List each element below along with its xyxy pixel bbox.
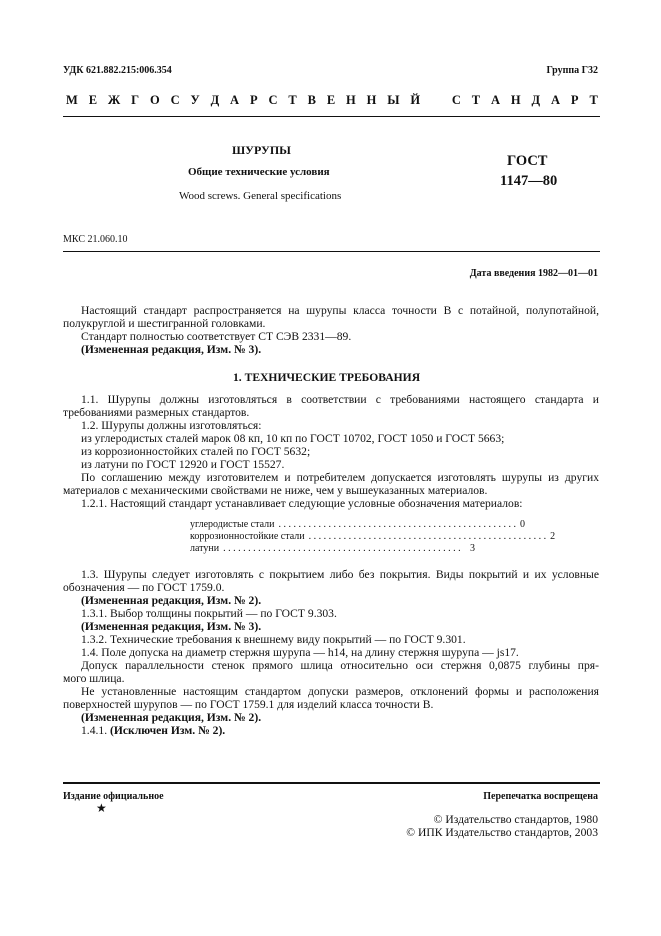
amendment-note: (Исключен Изм. № 2). bbox=[110, 724, 226, 737]
text-line: 1.3.2. Технические требования к внешнему виду покрытий — по ГОСТ 9.301. bbox=[81, 633, 466, 646]
banner-letter: Д bbox=[531, 93, 541, 107]
udc-code: УДК 621.882.215:006.354 bbox=[63, 65, 172, 76]
banner-letter: О bbox=[149, 93, 160, 107]
material-row bbox=[190, 519, 525, 530]
interstate-standard-banner bbox=[66, 93, 598, 108]
material-code: 0 bbox=[519, 519, 525, 530]
amendment-note: (Измененная редакция, Изм. № 2). bbox=[81, 594, 262, 607]
amendment-note: (Измененная редакция, Изм. № 3). bbox=[81, 620, 262, 633]
intro-line: Настоящий стандарт распространяется на шурупы класса точности В с потайной, полупотайной, bbox=[81, 304, 599, 317]
mks-code: МКС 21.060.10 bbox=[63, 234, 128, 245]
banner-letter: М bbox=[66, 93, 78, 107]
material-code: 2 bbox=[550, 531, 556, 542]
banner-letter: Ы bbox=[387, 93, 400, 107]
text-line: Не установленные настоящим стандартом допуски размеров, отклонений формы и расположения bbox=[81, 685, 599, 698]
banner-letter: Е bbox=[326, 93, 336, 107]
material-name: углеродистые стали bbox=[190, 519, 275, 530]
document-title: ШУРУПЫ bbox=[232, 143, 291, 157]
text-line: обозначения — по ГОСТ 1759.0. bbox=[63, 581, 225, 594]
banner-letter: Р bbox=[249, 93, 258, 107]
banner-letter: Д bbox=[210, 93, 220, 107]
banner-letter: В bbox=[307, 93, 316, 107]
text-line: из латуни по ГОСТ 12920 и ГОСТ 15527. bbox=[81, 458, 285, 471]
text-line: Допуск параллельности стенок прямого шлица относительно оси стержня 0,0875 глубины пря- bbox=[81, 659, 599, 672]
banner-letter: А bbox=[491, 93, 501, 107]
material-row bbox=[190, 543, 475, 554]
banner-letter: Н bbox=[510, 93, 521, 107]
footer-rule bbox=[63, 782, 600, 784]
copyright-2003: © ИПК Издательство стандартов, 2003 bbox=[406, 826, 598, 839]
text-line: 1.3. Шурупы следует изготовлять с покрытием либо без покрытия. Виды покрытий и их условные bbox=[81, 568, 599, 581]
banner-letter: А bbox=[551, 93, 561, 107]
text-line: 1.3.1. Выбор толщины покрытий — по ГОСТ 9.303. bbox=[81, 607, 337, 620]
amendment-note: (Измененная редакция, Изм. № 2). bbox=[81, 711, 262, 724]
banner-letter: Е bbox=[88, 93, 98, 107]
banner-letter: А bbox=[230, 93, 240, 107]
banner-letter: С bbox=[170, 93, 180, 107]
gost-number: 1147—80 bbox=[500, 173, 558, 189]
material-code: 3 bbox=[470, 543, 475, 554]
intro-line: полукруглой и шестигранной головками. bbox=[63, 317, 266, 330]
group-code: Группа Г32 bbox=[546, 65, 598, 76]
banner-letter: Й bbox=[410, 93, 421, 107]
material-name: коррозионностойкие стали bbox=[190, 531, 305, 542]
amendment-note: (Измененная редакция, Изм. № 3). bbox=[81, 343, 262, 356]
text-line: 1.4. Поле допуска на диаметр стержня шурупа — h14, на длину стержня шурупа — js17. bbox=[81, 646, 519, 659]
header-rule bbox=[63, 116, 600, 117]
reprint-prohibited: Перепечатка воспрещена bbox=[483, 791, 598, 802]
text-line: требованиями размерных стандартов. bbox=[63, 406, 250, 419]
dot-leader: . . . . . . . . . . . . . . . . . . . . . . . . . . . . . . . . . . . . . . . . . . . . . . . . bbox=[308, 531, 547, 542]
gost-label: ГОСТ bbox=[507, 153, 548, 169]
document-subtitle: Общие технические условия bbox=[188, 166, 330, 178]
english-title: Wood screws. General specifications bbox=[179, 190, 342, 202]
banner-letter: Н bbox=[346, 93, 356, 107]
text-line: материалов с механическими свойствами не ниже, чем у вышеуказанных материалов. bbox=[63, 484, 488, 497]
material-name: латуни bbox=[190, 543, 220, 554]
title-rule bbox=[63, 251, 600, 252]
text-line: поверхностей шурупов — по ГОСТ 1759.1 для изделий класса точности В. bbox=[63, 698, 434, 711]
material-row bbox=[190, 531, 556, 542]
text-line: 1.1. Шурупы должны изготовляться в соответствии с требованиями настоящего стандарта и bbox=[81, 393, 599, 406]
star-icon: ★ bbox=[96, 801, 107, 815]
text-line: из коррозионностойких сталей по ГОСТ 5632; bbox=[81, 445, 311, 458]
banner-letter: Р bbox=[570, 93, 579, 107]
text-line: 1.2. Шурупы должны изготовляться: bbox=[81, 419, 262, 432]
clause-number: 1.4.1. bbox=[81, 724, 108, 737]
banner-letter: Т bbox=[471, 93, 481, 107]
banner-letter: Т bbox=[288, 93, 297, 107]
copyright-1980: © Издательство стандартов, 1980 bbox=[433, 813, 598, 826]
banner-letter: Г bbox=[131, 93, 140, 107]
banner-letter: С bbox=[451, 93, 461, 107]
banner-letter: Н bbox=[366, 93, 377, 107]
text-line: По соглашению между изготовителем и потребителем допускается изготовлять шурупы из других bbox=[81, 471, 599, 484]
dot-leader: . . . . . . . . . . . . . . . . . . . . . . . . . . . . . . . . . . . . . . . . . . . . . . . . bbox=[278, 519, 516, 530]
banner-letter: У bbox=[190, 93, 200, 107]
text-line: из углеродистых сталей марок 08 кп, 10 кп по ГОСТ 10702, ГОСТ 1050 и ГОСТ 5663; bbox=[81, 432, 505, 445]
banner-letter: Т bbox=[589, 93, 598, 107]
dot-leader: . . . . . . . . . . . . . . . . . . . . . . . . . . . . . . . . . . . . . . . . . . . . . . . . bbox=[223, 543, 461, 554]
intro-date: Дата введения 1982—01—01 bbox=[469, 268, 598, 279]
banner-letter: Ж bbox=[107, 93, 121, 107]
text-line: мого шлица. bbox=[63, 672, 125, 685]
section-heading: 1. ТЕХНИЧЕСКИЕ ТРЕБОВАНИЯ bbox=[233, 371, 421, 384]
text-line: 1.2.1. Настоящий стандарт устанавливает следующие условные обозначения материалов: bbox=[81, 497, 523, 510]
official-edition: Издание официальное bbox=[63, 791, 164, 802]
intro-line: Стандарт полностью соответствует СТ СЭВ 2331—89. bbox=[81, 330, 352, 343]
text-line bbox=[81, 724, 225, 737]
banner-letter: С bbox=[268, 93, 278, 107]
